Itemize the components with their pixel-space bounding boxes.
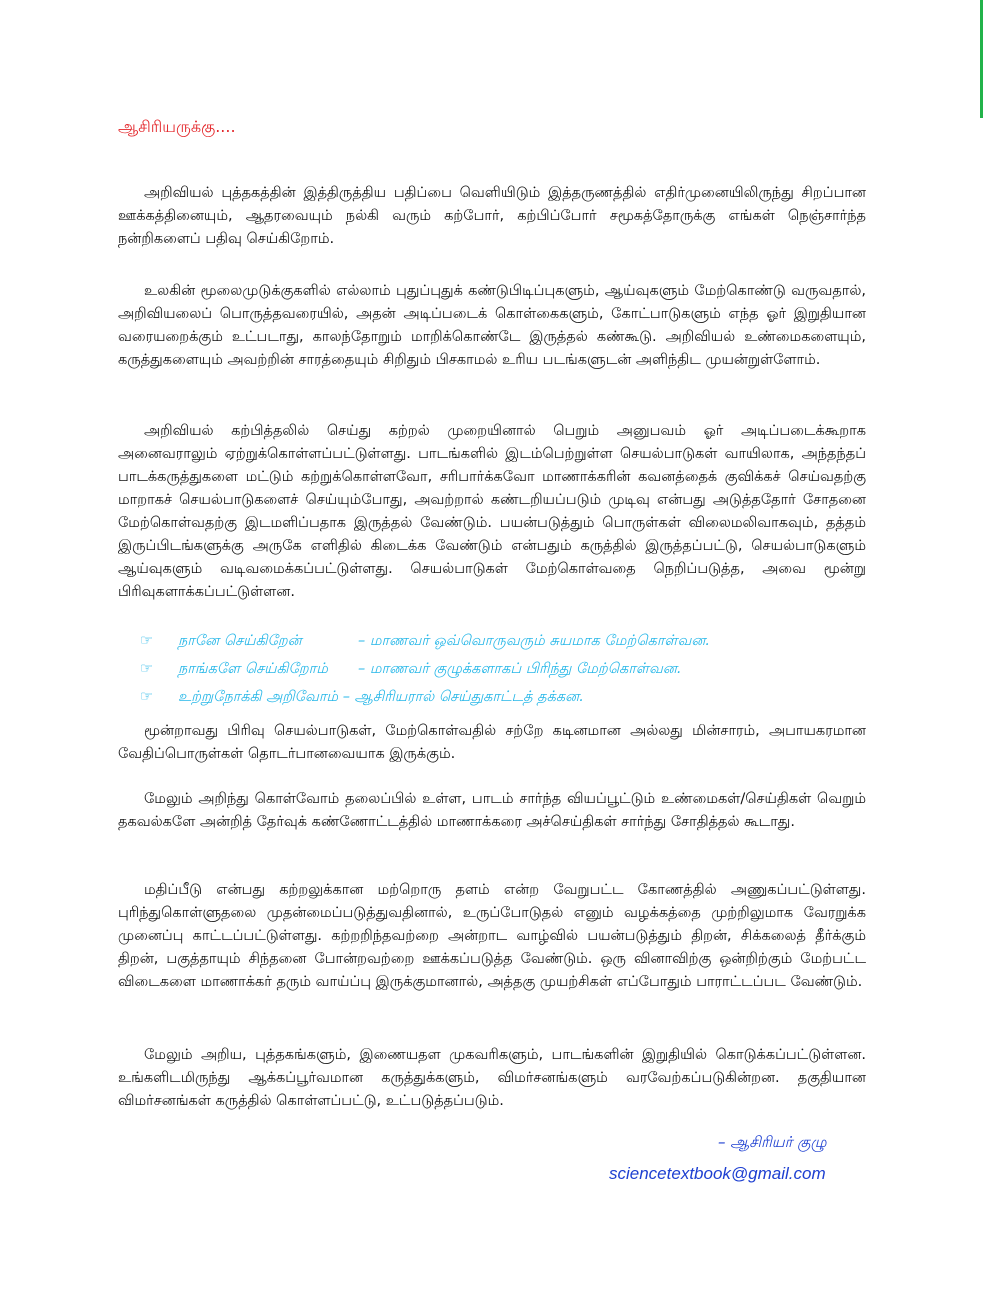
bullet-description: – மாணவர் குழுக்களாகப் பிரிந்து மேற்கொள்வன. [358,661,682,677]
evaluation-paragraph: மதிப்பீடு என்பது கற்றலுக்கான மற்றொரு தளம் என்ற வேறுபட்ட கோணத்தில் அணுகப்பட்டுள்ளது. புரிந்துகொள்ளுதலை முதன்மைப்படுத்துவதினால், உருப்போடுதல் எனும் வழக்கத்தை முற்றிலுமாக வேரறுக்க முனைப்பு காட்டப்பட்டுள்ளது. கற்றறிந்தவற்றை அன்றாட வாழ்வில் பயன்படுத்தும் திறன், சிக்கலைத் தீர்க்கும் திறன், பகுத்தாயும் சிந்தனை போன்றவற்றை ஊக்கப்படுத்த வேண்டும். ஒரு வினாவிற்கு ஒன்றிற்கும் மேற்பட்ட விடைகளை மாணாக்கர் தரும் வாய்ப்பு இருக்குமானால், அத்தகு முயற்சிகள் எப்போதும் பாராட்டப்பட வேண்டும். [118,882,866,990]
bullet-label: நானே செய்கிறேன் [178,633,302,649]
salutation-heading: ஆசிரியருக்கு.... [118,117,236,136]
contact-email-link[interactable]: sciencetextbook@gmail.com [609,1164,826,1183]
intro-paragraph: அறிவியல் புத்தகத்தின் இத்திருத்திய பதிப்பை வெளியிடும் இத்தருணத்தில் எதிர்முனையிலிருந்து சிறப்பான ஊக்கத்தினையும், ஆதரவையும் நல்கி வரும் கற்போர், கற்பிப்போர் சமூகத்தோருக்கு எங்கள் நெஞ்சார்ந்த நன்றிகளைப் பதிவு செய்கிறோம். [118,185,866,247]
list-item [140,657,860,685]
bullet-description: – மாணவர் ஒவ்வொருவரும் சுயமாக மேற்கொள்வன. [358,633,711,649]
list-item [140,629,860,657]
third-category-paragraph: மூன்றாவது பிரிவு செயல்பாடுகள், மேற்கொள்வதில் சற்றே கடினமான அல்லது மின்சாரம், அபாயகரமான வேதிப்பொருள்கள் தொடர்பானவையாக இருக்கும். [118,723,866,762]
signature: – ஆசிரியர் குழு [718,1133,827,1151]
pointing-hand-icon: ☞ [140,633,153,649]
know-more-paragraph: மேலும் அறிந்து கொள்வோம் தலைப்பில் உள்ள, பாடம் சார்ந்த வியப்பூட்டும் உண்மைகள்/செய்திகள் வெறும் தகவல்களே அன்றித் தேர்வுக் கண்ணோட்டத்தில் மாணாக்கரை அச்செய்திகள் சார்ந்து சோதித்தல் கூடாது. [118,791,866,830]
pointing-hand-icon: ☞ [140,689,153,705]
bullet-label: நாங்களே செய்கிறோம் [178,661,328,677]
pointing-hand-icon: ☞ [140,661,153,677]
bullet-description: – ஆசிரியரால் செய்துகாட்டத் தக்கன. [342,689,584,705]
list-item [140,685,860,713]
activities-paragraph: அறிவியல் கற்பித்தலில் செய்து கற்றல் முறையினால் பெறும் அனுபவம் ஓர் அடிப்படைக்கூறாக அனைவராலும் ஏற்றுக்கொள்ளப்பட்டுள்ளது. பாடங்களில் இடம்பெற்றுள்ள செயல்பாடுகள் வாயிலாக, அந்தந்தப் பாடக்கருத்துகளை மட்டும் கற்றுக்கொள்ளவோ, சரிபார்க்கவோ மாணாக்கரின் கவனத்தைக் குவிக்கச் செய்வதற்கு மாறாகச் செயல்பாடுகளைச் செய்யும்போது, அவற்றால் கண்டறியப்படும் முடிவு என்பது அடுத்ததோர் சோதனை மேற்கொள்வதற்கு இடமளிப்பதாக இருத்தல் வேண்டும். பயன்படுத்தும் பொருள்கள் விலைமலிவாகவும், தத்தம் இருப்பிடங்களுக்கு அருகே எளிதில் கிடைக்க வேண்டும் என்பதும் கருத்தில் இருத்தப்பட்டு, செயல்பாடுகளும் ஆய்வுகளும் வடிவமைக்கப்பட்டுள்ளது. செயல்பாடுகள் மேற்கொள்வதை நெறிப்படுத்த, அவை மூன்று பிரிவுகளாக்கப்பட்டுள்ளன. [118,423,866,600]
bullet-label: உற்றுநோக்கி அறிவோம் [178,689,339,705]
references-paragraph: மேலும் அறிய, புத்தகங்களும், இணையதள முகவரிகளும், பாடங்களின் இறுதியில் கொடுக்கப்பட்டுள்ளன. உங்களிடமிருந்து ஆக்கப்பூர்வமான கருத்துக்களும், விமர்சனங்களும் வரவேற்கப்படுகின்றன. தகுதியான விமர்சனங்கள் கருத்தில் கொள்ளப்பட்டு, உட்படுத்தப்படும். [118,1047,866,1109]
activity-categories-list [140,629,860,713]
science-paragraph: உலகின் மூலைமுடுக்குகளில் எல்லாம் புதுப்புதுக் கண்டுபிடிப்புகளும், ஆய்வுகளும் மேற்கொண்டு வருவதால், அறிவியலைப் பொருத்தவரையில், அதன் அடிப்படைக் கொள்கைகளும், கோட்பாடுகளும் எந்த ஓர் இறுதியான வரையறைக்கும் உட்படாது, காலந்தோறும் மாறிக்கொண்டே இருத்தல் கண்கூடு. அறிவியல் உண்மைகளையும், கருத்துகளையும் அவற்றின் சாரத்தையும் சிறிதும் பிசகாமல் உரிய படங்களுடன் அளிந்திட முயன்றுள்ளோம். [118,283,866,368]
